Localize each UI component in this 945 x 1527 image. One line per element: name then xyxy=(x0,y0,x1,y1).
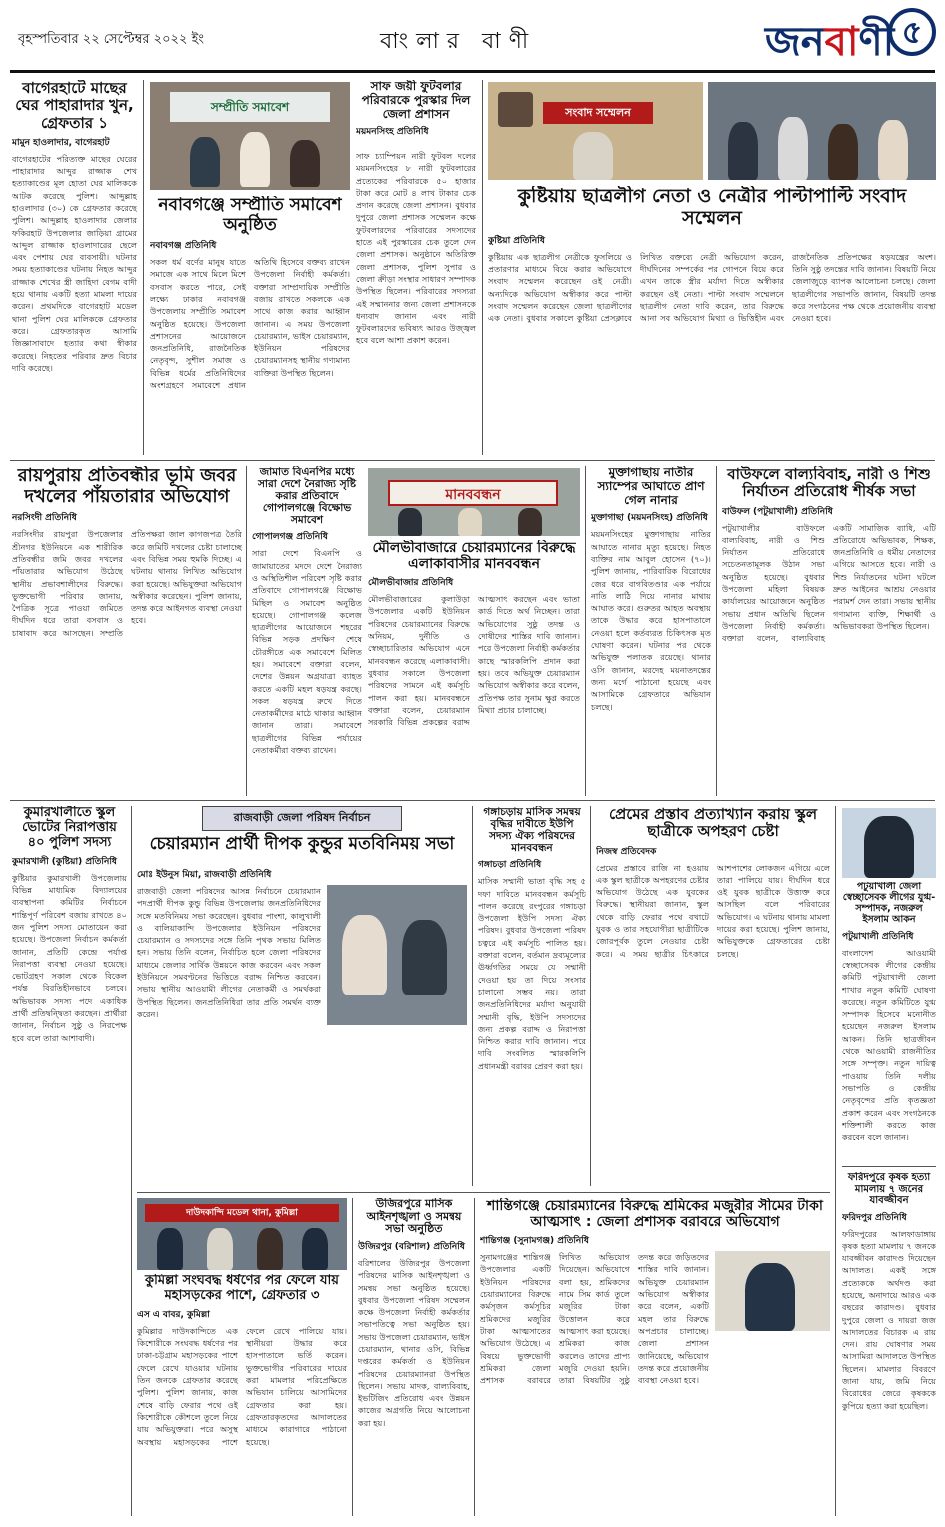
article-kushtia xyxy=(488,186,936,455)
article-byline: বাউফল (পটুয়াখালী) প্রতিনিধি xyxy=(722,506,833,517)
article-body: পটুয়াখালীর বাউফলে বাল্যবিবাহ, নারী ও শিশু নির্যাতন প্রতিরোধে সচেতনতামূলক উঠান সভা অনুষ্ঠিত হয়েছে। বুধবার উপজেলা মহিলা বিষয়ক কার্যালয়ের আয়োজনে অনুষ্ঠিত সভায় প্রধান অতিথি ছিলেন উপজেলা নির্বাহী কর্মকর্তা। বক্তারা বলেন, বাল্যবিবাহ একটি সামাজিক ব্যাধি, এটি প্রতিরোধে অভিভাবক, শিক্ষক, জনপ্রতিনিধি ও ধর্মীয় নেতাদের এগিয়ে আসতে হবে। নারী ও শিশু নির্যাতনের ঘটনা ঘটলে দ্রুত আইনের আশ্রয় নেওয়ার পরামর্শ দেন তারা। সভায় স্থানীয় গণ্যমান্য ব্যক্তি, শিক্ষার্থী ও অভিভাবকরা উপস্থিত ছিলেন। xyxy=(722,522,936,644)
article-headline: ফরিদপুরে কৃষক হত্যা মামলায় ৭ জনের যাবজ্জীবন xyxy=(847,1172,931,1206)
issue-date: বৃহস্পতিবার ২২ সেপ্টেম্বর ২০২২ ইং xyxy=(18,32,204,47)
article-saff-body xyxy=(356,150,476,455)
photo-figure xyxy=(342,915,387,995)
photo-figure xyxy=(573,132,613,180)
article-headline: নবাবগঞ্জে সম্প্রীতি সমাবেশ অনুষ্ঠিত xyxy=(158,196,342,235)
column-divider xyxy=(585,466,586,796)
masthead xyxy=(0,0,945,74)
section-divider xyxy=(842,1166,936,1167)
article-faridpur xyxy=(842,1172,936,1516)
article-byline: মোঃ ইউনুস মিয়া, রাজবাড়ী প্রতিনিধি xyxy=(137,870,272,880)
photo-figure xyxy=(828,124,858,180)
photo-figure xyxy=(458,508,482,536)
section-divider xyxy=(10,800,935,801)
photo-figure xyxy=(398,508,422,536)
newspaper-logo: জনবাণী xyxy=(765,19,895,65)
article-ujirpur xyxy=(358,1198,470,1516)
article-gopalganj xyxy=(252,466,362,796)
article-body: সারা দেশে বিএনপি ও জামায়াতের মদদে দেশে নৈরাজ্য ও অস্থিতিশীল পরিবেশ সৃষ্টি করার প্রতিবাদে গোপালগঞ্জে বিক্ষোভ মিছিল ও সমাবেশ অনুষ্ঠিত হয়েছে। গোপালগঞ্জ কলেজ ছাত্রলীগের আয়োজনে শহরের বিভিন্ন সড়ক প্রদক্ষিণ শেষে চৌরঙ্গীতে এক সমাবেশে মিলিত হয়। সমাবেশে বক্তারা বলেন, দেশের উন্নয়ন অগ্রযাত্রা ব্যাহত করতে একটি মহল ষড়যন্ত্র করছে। সকল ষড়যন্ত্র রুখে দিতে নেতাকর্মীদের মাঠে থাকার আহ্বান জানান তারা। সমাবেশে ছাত্রলীগের বিভিন্ন পর্যায়ের নেতাকর্মীরা বক্তব্য রাখেন। xyxy=(252,548,362,756)
column-divider xyxy=(143,80,144,455)
article-headline: রায়পুরায় প্রতিবন্ধীর ভূমি জবর দখলের পাঁয়তারার অভিযোগ xyxy=(17,466,237,507)
photo-figure xyxy=(157,1228,183,1270)
article-byline: ফরিদপুর প্রতিনিধি xyxy=(842,1212,907,1223)
photo-figure xyxy=(257,1228,283,1270)
article-byline: নিজস্ব প্রতিবেদক xyxy=(596,846,657,857)
photo-figure xyxy=(728,122,758,180)
article-body: রাজবাড়ী জেলা পরিষদের আসন্ন নির্বাচনে চেয়ারম্যান পদপ্রার্থী দীপক কুন্ডু বিভিন্ন উপজেলায় জনপ্রতিনিধিদের সঙ্গে মতবিনিময় সভা করেছেন। বুধবার পাংশা, কালুখালী ও বালিয়াকান্দি উপজেলার ইউনিয়ন পরিষদের চেয়ারম্যান ও সদস্যদের সঙ্গে তিনি পৃথক সভায় মিলিত হন। সভায় তিনি বলেন, নির্বাচিত হলে জেলা পরিষদের মাধ্যমে জেলার সার্বিক উন্নয়নে কাজ করবেন এবং সকল ইউনিয়নে সমবণ্টনের ভিত্তিতে বরাদ্দ নিশ্চিত করবেন। সভায় স্থানীয় আওয়ামী লীগের নেতাকর্মী ও সমর্থকরা উপস্থিত ছিলেন। জনপ্রতিনিধিরা তার প্রতি সমর্থন ব্যক্ত করেন। xyxy=(137,886,321,1019)
article-headline: মুক্তাগাছায় নাতীর স্যাম্পের আঘাতে প্রাণ গেল নানার xyxy=(597,466,705,507)
photo-figure xyxy=(402,920,447,995)
portrait-nazrul-islam-akon xyxy=(842,808,936,878)
photo-figure xyxy=(864,816,914,878)
article-headline: চেয়ারম্যান প্রার্থী দীপক কুন্ডুর মতবিনিময় সভা xyxy=(149,834,455,854)
column-divider xyxy=(482,80,483,455)
article-headline: মৌলভীবাজারে চেয়ারম্যানের বিরুদ্ধে এলাকাবাসীর মানববন্ধন xyxy=(372,540,576,573)
photo-figure xyxy=(518,508,542,536)
article-headline: শান্তিগঞ্জে চেয়ারম্যানের বিরুদ্ধে শ্রমিকের মজুরীর সীমের টাকা আত্মসাৎ : জেলা প্রশাসক বরাবরে অভিযোগ xyxy=(487,1198,823,1231)
article-muktagacha xyxy=(591,466,711,796)
article-byline: মুক্তাগাছা (ময়মনসিংহ) প্রতিনিধি xyxy=(591,513,708,524)
photo-comilla-police xyxy=(137,1198,347,1270)
article-body: বাংলাদেশ আওয়ামী স্বেচ্ছাসেবক লীগের কেন্দ্রীয় কমিটি পটুয়াখালী জেলা শাখার নতুন কমিটি ঘোষণা করেছে। নতুন কমিটিতে যুগ্ম সম্পাদক হিসেবে মনোনীত হয়েছেন নজরুল ইসলাম আকন। তিনি ছাত্রজীবন থেকে আওয়ামী রাজনীতির সঙ্গে সম্পৃক্ত। নতুন দায়িত্ব পাওয়ায় তিনি দলীয় সভাপতি ও কেন্দ্রীয় নেতৃবৃন্দের প্রতি কৃতজ্ঞতা প্রকাশ করেন এবং সংগঠনকে শক্তিশালী করতে কাজ করবেন বলে জানান। xyxy=(842,947,936,1143)
article-body: কুমিল্লার দাউদকান্দিতে এক কিশোরীকে সংঘবদ্ধ ধর্ষণের পর ঢাকা-চট্টগ্রাম মহাসড়কের পাশে ফেলে রেখে যাওয়ার ঘটনায় তিন জনকে গ্রেফতার করেছে পুলিশ। পুলিশ জানায়, কাজ শেষে বাড়ি ফেরার পথে ওই কিশোরীকে কৌশলে তুলে নিয়ে যায় অভিযুক্তরা। পরে অসুস্থ অবস্থায় মহাসড়কের পাশে ফেলে রেখে পালিয়ে যায়। স্থানীয়রা উদ্ধার করে হাসপাতালে ভর্তি করেন। ভুক্তভোগীর পরিবারের দায়ের করা মামলার পরিপ্রেক্ষিতে অভিযান চালিয়ে আসামিদের গ্রেফতার করা হয়। গ্রেফতারকৃতদের আদালতের মাধ্যমে কারাগারে পাঠানো হয়েছে। xyxy=(137,1325,347,1447)
article-body: ফরিদপুরের আলফাডাঙ্গায় কৃষক হত্যা মামলায় ৭ জনকে যাবজ্জীবন কারাদণ্ড দিয়েছেন আদালত। একই সঙ্গে প্রত্যেককে অর্থদণ্ড করা হয়েছে, অনাদায়ে আরও এক বছরের কারাদণ্ড। বুধবার দুপুরে জেলা ও দায়রা জজ আদালতের বিচারক এ রায় দেন। রায় ঘোষণার সময় আসামিরা আদালতে উপস্থিত ছিলেন। মামলার বিবরণে জানা যায়, জমি নিয়ে বিরোধের জেরে কৃষককে কুপিয়ে হত্যা করা হয়েছিল। xyxy=(842,1228,936,1411)
article-byline: মৌলভীবাজার প্রতিনিধি xyxy=(368,578,454,589)
article-body: মাসিক সম্মানী ভাতা বৃদ্ধি সহ ৫ দফা দাবিতে মানববন্ধন কর্মসূচি পালন করেছে রংপুরের গঙ্গাচড়া উপজেলা ইউপি সদস্য ঐক্য পরিষদ। বুধবার উপজেলা পরিষদ চত্বরে এই কর্মসূচি পালিত হয়। বক্তারা বলেন, বর্তমান দ্রব্যমূল্যের ঊর্ধ্বগতির সময়ে যে সম্মানী দেওয়া হয় তা দিয়ে সংসার চালানো সম্ভব নয়। তারা জনপ্রতিনিধিদের মর্যাদা অনুযায়ী সম্মানী বৃদ্ধি, ইউপি সদস্যদের জন্য প্রকল্প বরাদ্দ ও নিরাপত্তা নিশ্চিত করার দাবি জানান। পরে দাবি সংবলিত স্মারকলিপি প্রধানমন্ত্রী বরাবর প্রেরণ করা হয়। xyxy=(478,876,586,1071)
article-moulvibazar xyxy=(368,540,580,796)
article-byline: ময়মনসিংহ প্রতিনিধি xyxy=(356,127,429,138)
article-byline: উজিরপুর (বরিশাল) প্রতিনিধি xyxy=(358,1241,465,1252)
photo-figure xyxy=(878,120,908,180)
article-raipura xyxy=(12,466,242,796)
article-kicker: রাজবাড়ী জেলা পরিষদ নির্বাচন xyxy=(202,806,402,831)
article-headline: কুমারখালীতে স্কুল ভোটের নিরাপত্তায় ৪০ পুলিশ সদস্য xyxy=(22,806,117,850)
article-body: মৌলভীবাজারের কুলাউড়া উপজেলার একটি ইউনিয়ন পরিষদের চেয়ারম্যানের বিরুদ্ধে অনিয়ম, দুর্নীতি ও স্বেচ্ছাচারিতার অভিযোগ এনে মানববন্ধন করেছে এলাকাবাসী। বুধবার সকালে উপজেলা পরিষদের সামনে এই কর্মসূচি পালন করা হয়। মানববন্ধনে বক্তারা বলেন, চেয়ারম্যান সরকারি বিভিন্ন প্রকল্পের বরাদ্দ আত্মসাৎ করছেন এবং ভাতা কার্ড দিতে অর্থ নিচ্ছেন। তারা অভিযোগের সুষ্ঠু তদন্ত ও দোষীদের শাস্তির দাবি জানান। পরে উপজেলা নির্বাহী কর্মকর্তার কাছে স্মারকলিপি প্রদান করা হয়। তবে অভিযুক্ত চেয়ারম্যান অভিযোগ অস্বীকার করে বলেন, প্রতিপক্ষ তার সুনাম ক্ষুণ্ণ করতে মিথ্যা প্রচার চালাচ্ছে। xyxy=(368,594,580,728)
section-divider xyxy=(137,1192,830,1193)
photo-figure xyxy=(745,1263,795,1331)
photo-figure xyxy=(498,92,533,127)
article-body: বাগেরহাটের পরিত্যক্ত মাছের ঘেরের পাহারাদার আব্দুর রাজ্জাক শেখ হত্যাকাণ্ডের মূল হোতা ঘের মালিককে আটক করেছে পুলিশ। আব্দুল্লাহ হাওলাদার (৩০) কে গ্রেফতার করেছে পুলিশ। আব্দুল্লাহ হাওলাদার জেলার ফকিরহাট উপজেলার জাড়িয়া গ্রামের আব্দুল রাজ্জাক হাওলাদারের ছেলে এবং পেশায় ঘের ব্যবসায়ী। ঘটনার সময় হত্যাকাণ্ডের ঘটনায় নিহত আব্দুর রাজ্জাক শেখের স্ত্রী জাহিদা বেগম বাদী হয়ে থানায় একটি হত্যা মামলা দায়ের করেন। প্রথমদিকে বাগেরহাট মডেল থানা পুলিশ ঘের মালিককে গ্রেফতার করে। গ্রেফতারকৃত আসামি জিজ্ঞাসাবাদে হত্যার কথা স্বীকার করেছে। নিহতের পরিবার দ্রুত বিচার দাবি করেছে। xyxy=(12,153,137,373)
photo-figure xyxy=(190,137,220,187)
photo-kushtia-press-conference xyxy=(488,82,703,180)
article-school-girl xyxy=(596,806,830,1186)
article-headline: কুমিল্লা সংঘবদ্ধ ধর্ষণের পর ফেলে যায় মহাসড়কের পাশে, গ্রেফতার ৩ xyxy=(145,1274,339,1303)
section-title: বাংলার বাণী xyxy=(380,29,537,54)
article-bauphal xyxy=(722,466,936,796)
article-nawabganj xyxy=(150,196,350,455)
page-number: ৫ xyxy=(888,8,936,56)
section-divider xyxy=(10,460,935,461)
photo-figure xyxy=(302,1228,328,1270)
article-bagerhat xyxy=(12,80,137,455)
article-byline: গঙ্গাচড়া প্রতিনিধি xyxy=(478,860,542,871)
article-body: ময়মনসিংহের মুক্তাগাছায় নাতির আঘাতে নানার মৃত্যু হয়েছে। নিহত ব্যক্তির নাম আবুল হোসেন (৭০)। পুলিশ জানায়, পারিবারিক বিরোধের জের ধরে বাগবিতণ্ডার এক পর্যায়ে নাতি লাঠি দিয়ে নানার মাথায় আঘাত করে। গুরুতর আহত অবস্থায় তাকে উদ্ধার করে হাসপাতালে নেওয়া হলে কর্তব্যরত চিকিৎসক মৃত ঘোষণা করেন। ঘটনার পর থেকে অভিযুক্ত পলাতক রয়েছে। থানার ওসি জানান, মরদেহ ময়নাতদন্তের জন্য মর্গে পাঠানো হয়েছে এবং আসামিকে গ্রেফতারে অভিযান চলছে। xyxy=(591,529,711,712)
column-divider xyxy=(835,806,836,1516)
photo-nawabganj-stage xyxy=(150,82,350,190)
article-byline: গোপালগঞ্জ প্রতিনিধি xyxy=(252,532,328,543)
article-body: বরিশালের উজিরপুর উপজেলা পরিষদের মাসিক আইনশৃঙ্খলা ও সমন্বয় সভা অনুষ্ঠিত হয়েছে। বুধবার উপজেলা পরিষদ সম্মেলন কক্ষে উপজেলা নির্বাহী কর্মকর্তার সভাপতিত্বে সভা অনুষ্ঠিত হয়। সভায় উপজেলা চেয়ারম্যান, ভাইস চেয়ারম্যান, থানার ওসি, বিভিন্ন দপ্তরের কর্মকর্তা ও ইউনিয়ন পরিষদের চেয়ারম্যানরা উপস্থিত ছিলেন। সভায় মাদক, বাল্যবিবাহ, ইভটিজিং প্রতিরোধ এবং উন্নয়ন কাজের অগ্রগতি নিয়ে আলোচনা করা হয়। xyxy=(358,1257,470,1428)
column-divider xyxy=(246,466,247,796)
column-divider xyxy=(352,1198,353,1516)
article-body: সুনামগঞ্জের শান্তিগঞ্জ উপজেলার একটি ইউনিয়ন পরিষদের চেয়ারম্যানের বিরুদ্ধে কর্মসৃজন কর্মসূচির শ্রমিকদের মজুরির টাকা আত্মসাতের অভিযোগ উঠেছে। এ বিষয়ে ভুক্তভোগী শ্রমিকরা জেলা প্রশাসক বরাবরে লিখিত অভিযোগ দিয়েছেন। অভিযোগে বলা হয়, শ্রমিকদের নামে সিম কার্ড তুলে মজুরির টাকা উত্তোলন করে আত্মসাৎ করা হয়েছে। শ্রমিকরা কাজ করলেও তাদের প্রাপ্য মজুরি দেওয়া হয়নি। তারা বিষয়টির সুষ্ঠু তদন্ত করে জড়িতদের শাস্তির দাবি জানান। অভিযুক্ত চেয়ারম্যান অভিযোগ অস্বীকার করে বলেন, একটি মহল তার বিরুদ্ধে অপপ্রচার চালাচ্ছে। জেলা প্রশাসন জানিয়েছে, অভিযোগ তদন্ত করে প্রয়োজনীয় ব্যবস্থা নেওয়া হবে। xyxy=(480,1252,709,1386)
photo-kushtia-audience xyxy=(708,82,936,180)
column-divider xyxy=(474,1198,475,1516)
column-divider xyxy=(131,806,132,1516)
article-body: প্রেমের প্রস্তাবে রাজি না হওয়ায় এক স্কুল ছাত্রীকে অপহরণের চেষ্টার অভিযোগ উঠেছে এক যুবকের বিরুদ্ধে। স্থানীয়রা জানান, স্কুল থেকে বাড়ি ফেরার পথে বখাটে যুবক ও তার সহযোগীরা ছাত্রীটিকে জোরপূর্বক তুলে নেওয়ার চেষ্টা করে। এ সময় ছাত্রীর চিৎকারে আশপাশের লোকজন এগিয়ে এলে তারা পালিয়ে যায়। দীর্ঘদিন ধরে ওই যুবক ছাত্রীকে উত্ত্যক্ত করে আসছিল বলে পরিবারের অভিযোগ। এ ঘটনায় থানায় মামলা দায়ের করা হয়েছে। পুলিশ জানায়, অভিযুক্তকে গ্রেফতারের চেষ্টা চলছে। xyxy=(596,862,830,959)
article-headline: জামাত বিএনপির মধ্যে সারা দেশে নৈরাজ্য সৃষ্টি করার প্রতিবাদে গোপালগঞ্জে বিক্ষোভ সমাবেশ xyxy=(258,466,356,527)
article-headline: প্রেমের প্রস্তাব প্রত্যাখ্যান করায় স্কুল ছাত্রীকে অপহরণ চেষ্টা xyxy=(608,806,818,841)
column-divider xyxy=(716,466,717,796)
photo-rajbari-meeting xyxy=(327,885,467,1025)
article-body: কুষ্টিয়ায় এক ছাত্রলীগ নেত্রীকে ফুসলিয়ে ও প্রতারণার মাধ্যমে বিয়ে করার অভিযোগে সংবাদ সম্মেলন করেছেন ওই নেত্রী। অন্যদিকে অভিযোগ অস্বীকার করে পাল্টা সংবাদ সম্মেলন করেছেন জেলা ছাত্রলীগের এক নেতা। বুধবার সকালে কুষ্টিয়া প্রেসক্লাবে লিখিত বক্তব্যে নেত্রী অভিযোগ করেন, দীর্ঘদিনের সম্পর্কের পর গোপনে বিয়ে করে এখন তাকে স্ত্রীর মর্যাদা দিতে অস্বীকার করছেন ওই নেতা। পাল্টা সংবাদ সম্মেলনে ছাত্রলীগ নেতা দাবি করেন, তার বিরুদ্ধে আনা সব অভিযোগ মিথ্যা ও ভিত্তিহীন এবং রাজনৈতিক প্রতিপক্ষের ষড়যন্ত্রের অংশ। তিনি সুষ্ঠু তদন্তের দাবি জানান। বিষয়টি নিয়ে জেলাজুড়ে ব্যাপক আলোচনা চলছে। জেলা ছাত্রলীগের সভাপতি জানান, বিষয়টি তদন্ত করে সংগঠনের পক্ষ থেকে প্রয়োজনীয় ব্যবস্থা নেওয়া হবে। xyxy=(488,251,936,324)
photo-figure xyxy=(240,132,270,187)
photo-moulvibazar-rally xyxy=(368,468,580,536)
article-byline: নরসিংদী প্রতিনিধি xyxy=(12,513,77,524)
article-byline: শান্তিগঞ্জ (সুনামগঞ্জ) প্রতিনিধি xyxy=(480,1236,589,1247)
article-rajbari-head xyxy=(137,806,467,866)
column-divider xyxy=(472,806,473,1186)
article-kumarkhali xyxy=(12,806,127,1126)
photo-banner-text: সম্প্রীতি সমাবেশ xyxy=(170,92,330,122)
photo-figure xyxy=(778,117,808,180)
photo-figure xyxy=(207,1228,233,1270)
article-body: সকল ধর্ম বর্ণের মানুষ যাতে সমাজে এক সাথে মিলে মিশে বসবাস করতে পারে, সেই লক্ষ্যে ঢাকার নবাবগঞ্জ উপজেলায় সম্প্রীতি সমাবেশ অনুষ্ঠিত হয়েছে। উপজেলা প্রশাসনের আয়োজনে জনপ্রতিনিধি, রাজনৈতিক নেতৃবৃন্দ, সুশীল সমাজ ও বিভিন্ন ধর্মের প্রতিনিধিদের অংশগ্রহণে সমাবেশে প্রধান অতিথি হিসেবে বক্তব্য রাখেন উপজেলা নির্বাহী কর্মকর্তা। বক্তারা সাম্প্রদায়িক সম্প্রীতি বজায় রাখতে সকলকে এক সাথে কাজ করার আহ্বান জানান। এ সময় উপজেলা চেয়ারম্যান, ভাইস চেয়ারম্যান, ইউনিয়ন পরিষদের চেয়ারম্যানসহ স্থানীয় গণ্যমান্য ব্যক্তিরা উপস্থিত ছিলেন। xyxy=(150,257,350,391)
article-patuakhali xyxy=(842,882,936,1162)
photo-banner-text: সংবাদ সম্মেলন xyxy=(543,102,653,124)
article-byline: কুমারখালী (কুষ্টিয়া) প্রতিনিধি xyxy=(12,856,117,867)
article-byline: এস এ বাবর, কুমিল্লা xyxy=(137,1309,210,1320)
article-headline: গঙ্গাচড়ায় মাসিক সমন্বয় বৃদ্ধির দাবীতে ইউপি সদস্য ঐক্য পরিষদের মানববন্ধন xyxy=(483,806,581,855)
article-byline: মামুন হাওলাদার, বাগেরহাট xyxy=(12,137,110,148)
article-headline: বাউফলে বাল্যবিবাহ, নারী ও শিশু নির্যাতন প্রতিরোধ শীর্ষক সভা xyxy=(727,466,931,501)
column-divider xyxy=(590,806,591,1186)
photo-banner-text: মানববন্ধন xyxy=(388,480,558,506)
masthead-rule xyxy=(10,70,935,73)
article-gangachara xyxy=(478,806,586,1186)
article-body: সাফ চ্যাম্পিয়ন নারী ফুটবল দলের ময়মনসিংহের ৮ নারী ফুটবলারের প্রত্যেকের পরিবারকে ৫০ হাজার টাকা করে মোট ৪ লাখ টাকার চেক প্রদান করেছে জেলা প্রশাসন। বুধবার দুপুরে জেলা প্রশাসক সম্মেলন কক্ষে ফুটবলারদের পরিবারের সদস্যদের হাতে এই পুরস্কারের চেক তুলে দেন জেলা প্রশাসক। অনুষ্ঠানে অতিরিক্ত জেলা প্রশাসক, পুলিশ সুপার ও জেলা ক্রীড়া সংস্থার সাধারণ সম্পাদক উপস্থিত ছিলেন। পরিবারের সদস্যরা এই সম্মাননার জন্য জেলা প্রশাসনকে ধন্যবাদ জানান এবং নারী ফুটবলারদের ভবিষ্যৎ আরও উজ্জ্বল হবে বলে আশা প্রকাশ করেন। xyxy=(356,151,476,346)
article-shantiganj xyxy=(480,1198,830,1516)
article-body: কুষ্টিয়ার কুমারখালী উপজেলায় বিভিন্ন মাধ্যমিক বিদ্যালয়ের ব্যবস্থাপনা কমিটির নির্বাচনে শান্তিপূর্ণ পরিবেশ বজায় রাখতে ৪০ জন পুলিশ সদস্য মোতায়েন করা হয়েছে। উপজেলা নির্বাচন কর্মকর্তা জানান, প্রতিটি কেন্দ্রে পর্যাপ্ত নিরাপত্তা ব্যবস্থা নেওয়া হয়েছে। ভোটগ্রহণ সকাল থেকে বিকেল পর্যন্ত বিরতিহীনভাবে চলবে। অভিভাবক সদস্য পদে একাধিক প্রার্থী প্রতিদ্বন্দ্বিতা করছেন। প্রার্থীরা জানান, নির্বাচন সুষ্ঠু ও নিরপেক্ষ হবে বলে তারা আশাবাদী। xyxy=(12,872,127,1043)
article-body: নরসিংদীর রায়পুরা উপজেলার শ্রীনগর ইউনিয়নে এক শারীরিক প্রতিবন্ধীর জমি জবর দখলের পাঁয়তারার অভিযোগ উঠেছে স্থানীয় প্রভাবশালীদের বিরুদ্ধে। ভুক্তভোগী পরিবার জানায়, পৈত্রিক সূত্রে পাওয়া জমিতে দীর্ঘদিন ধরে তারা বসবাস ও চাষাবাদ করে আসছেন। সম্প্রতি প্রতিপক্ষরা জাল কাগজপত্র তৈরি করে জমিটি দখলের চেষ্টা চালাচ্ছে এবং বিভিন্ন সময় হুমকি দিচ্ছে। এ ঘটনায় থানায় লিখিত অভিযোগ করা হয়েছে। অভিযুক্তরা অভিযোগ অস্বীকার করেছেন। পুলিশ জানায়, তদন্ত করে আইনগত ব্যবস্থা নেওয়া হবে। xyxy=(12,529,242,638)
article-comilla xyxy=(137,1274,347,1516)
article-byline: পটুয়াখালী প্রতিনিধি xyxy=(842,931,914,942)
article-headline: উজিরপুরে মাসিক আইনশৃঙ্খলা ও সমন্বয় সভা অনুষ্ঠিত xyxy=(366,1198,462,1236)
article-headline: সাফ জয়ী ফুটবলার পরিবারকে পুরস্কার দিল জেলা প্রশাসন xyxy=(361,80,471,121)
photo-banner-text: দাউদকান্দি মডেল থানা, কুমিল্লা xyxy=(145,1204,339,1222)
photo-figure xyxy=(290,140,320,187)
photo-shantiganj-complaint xyxy=(715,1251,830,1331)
article-rajbari xyxy=(137,864,467,1186)
article-headline: পটুয়াখালী জেলা স্বেচ্ছাসেবক লীগের যুগ্ম-সম্পাদক, নজরুল ইসলাম আকন xyxy=(842,882,936,925)
article-headline: কুষ্টিয়ায় ছাত্রলীগ নেতা ও নেত্রীর পাল্টাপাল্টি সংবাদ সম্মেলন xyxy=(517,186,907,229)
article-byline: কুষ্টিয়া প্রতিনিধি xyxy=(488,235,545,246)
article-headline: বাগেরহাটে মাছের ঘের পাহারাদার খুন, গ্রেফতার ১ xyxy=(15,80,134,132)
article-byline: নবাবগঞ্জ প্রতিনিধি xyxy=(150,241,217,252)
